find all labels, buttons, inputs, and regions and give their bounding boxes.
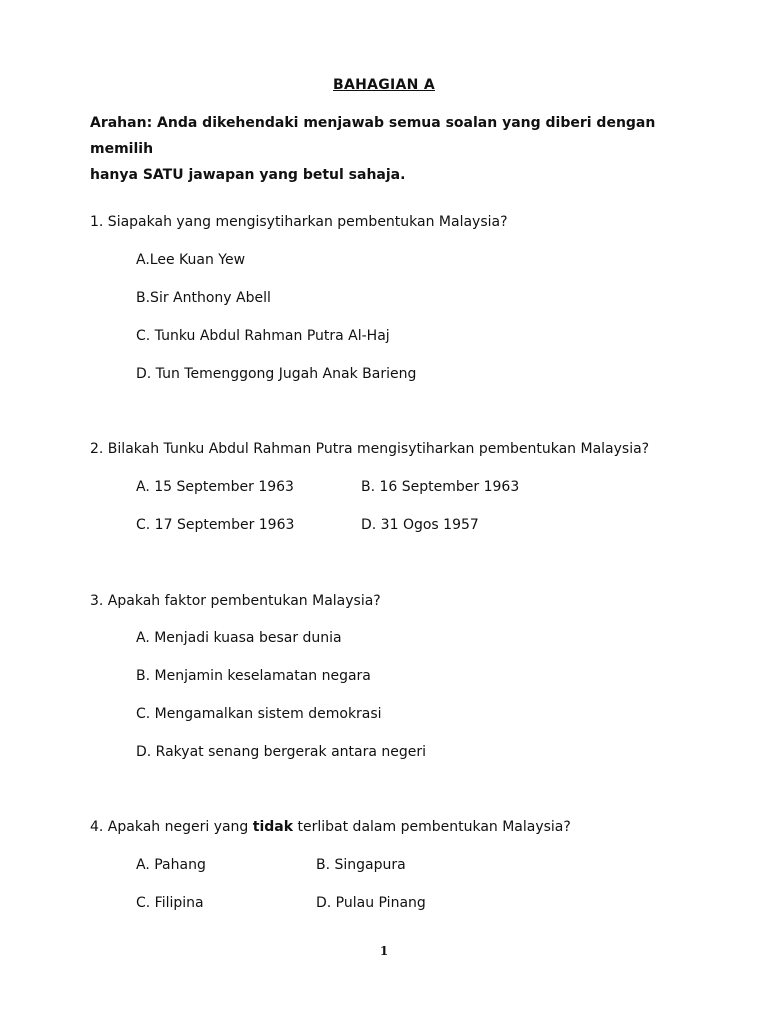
question-1: 1. Siapakah yang mengisytiharkan pembentukan Malaysia? [90, 214, 508, 230]
question-4 [90, 819, 571, 835]
question-3-option-a: A. Menjadi kuasa besar dunia [136, 630, 342, 646]
question-3-option-d: D. Rakyat senang bergerak antara negeri [136, 744, 427, 760]
instructions-line-1: Arahan: Anda dikehendaki menjawab semua soalan yang diberi dengan memilih [90, 115, 656, 157]
question-2-option-b: B. 16 September 1963 [361, 479, 520, 495]
question-2-option-d: D. 31 Ogos 1957 [361, 517, 479, 533]
question-4-text-before: 4. Apakah negeri yang [90, 819, 253, 835]
question-4-option-b: B. Singapura [316, 857, 406, 873]
question-1-option-c: C. Tunku Abdul Rahman Putra Al-Haj [136, 328, 390, 344]
instructions-line-2: hanya SATU jawapan yang betul sahaja. [90, 167, 406, 183]
question-4-option-d: D. Pulau Pinang [316, 895, 426, 911]
question-2-option-a: A. 15 September 1963 [136, 479, 294, 495]
question-1-option-a: A.Lee Kuan Yew [136, 252, 246, 268]
question-2-option-c: C. 17 September 1963 [136, 517, 295, 533]
question-4-emphasis: tidak [252, 819, 294, 835]
question-3-option-b: B. Menjamin keselamatan negara [136, 668, 371, 684]
question-4-option-c: C. Filipina [136, 895, 204, 911]
question-3: 3. Apakah faktor pembentukan Malaysia? [90, 593, 381, 609]
question-2: 2. Bilakah Tunku Abdul Rahman Putra mengisytiharkan pembentukan Malaysia? [90, 441, 650, 457]
instructions [90, 110, 700, 188]
question-1-option-b: B.Sir Anthony Abell [136, 290, 271, 306]
question-4-text-after: terlibat dalam pembentukan Malaysia? [293, 819, 571, 835]
question-4-option-a: A. Pahang [136, 857, 206, 873]
section-title: BAHAGIAN A [332, 77, 436, 93]
question-3-option-c: C. Mengamalkan sistem demokrasi [136, 706, 382, 722]
page-number: 1 [379, 944, 389, 958]
question-1-option-d: D. Tun Temenggong Jugah Anak Barieng [136, 366, 417, 382]
